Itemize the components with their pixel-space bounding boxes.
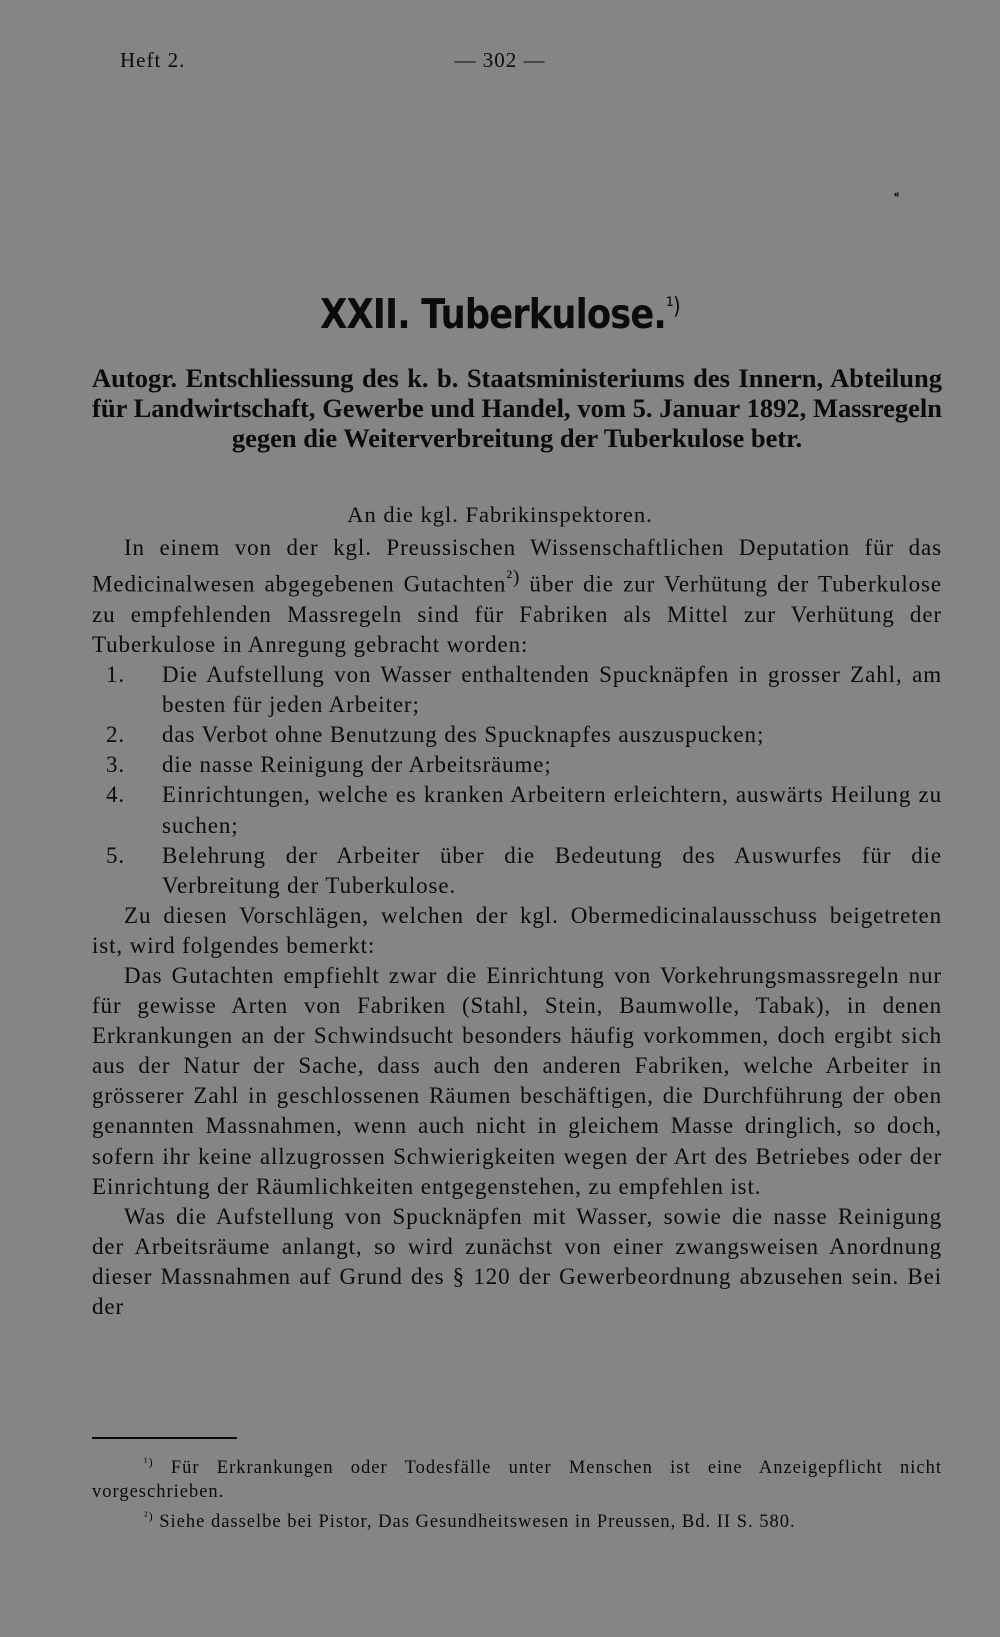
list-item [106,720,942,750]
footnote [92,1504,942,1534]
chapter-footnote-mark: ¹) [665,293,680,320]
list-item-text: Einrichtungen, welche es kranken Arbeitern erleichtern, auswärts Heilung zu suchen; [162,782,942,838]
body-paragraph: Das Gutachten empfiehlt zwar die Einrichtung von Vorkehrungsmassregeln nur für gewisse Arten von Fabriken (Stahl, Stein, Baumwolle, Tabak), in denen Erkrankungen an der Schwindsucht besonders häufig vorkommen, doch ergibt sich aus der Natur der Sache, dass auch den anderen Fabriken, welche Arbeiter in grösserer Zahl in geschlossenen Räumen beschäftigen, die Durchführung der oben genannten Massnahmen, wenn auch nicht in gleichem Masse dringlich, so doch, sofern ihr keine allzugrossen Schwierigkeiten wegen der Art des Betriebes oder der Einrichtung der Räumlichkeiten entgegenstehen, zu empfehlen ist. [92,962,942,1199]
list-item-text: die nasse Reinigung der Arbeitsräume; [162,752,552,778]
intro-text-after: über die zur Verhütung der Tuberkulose zu empfehlenden Massregeln sind für Fabriken als Mittel zur Verhütung der Tuberkulose in Anregung gebracht worden: [92,571,942,657]
list-item-text: das Verbot ohne Benutzung des Spucknapfes auszuspucken; [162,722,765,748]
body-paragraph: Zu diesen Vorschlägen, welchen der kgl. Obermedicinalausschuss beigetreten ist, wird folgendes bemerkt: [92,902,942,958]
intro-paragraph [92,533,942,660]
chapter-title [70,290,930,338]
list-item-number: 5. [106,842,126,868]
list-item-number: 1. [106,662,126,688]
issue-label: Heft 2. [120,48,186,72]
chapter-title-text: XXII. Tuberkulose. [320,290,666,338]
page-number: — 302 — [454,48,546,72]
list-item-number: 4. [106,782,126,808]
decree-heading: Autogr. Entschliessung des k. b. Staatsministeriums des Innern, Abteilung für Landwirtschaft, Gewerbe und Handel, vom 5. Januar 1892, Massregeln gegen die Weiterverbreitung der Tuberkulose betr. [92,363,942,453]
list-item-number: 2. [106,722,126,748]
list-item-text: Belehrung der Arbeiter über die Bedeutung des Auswurfes für die Verbreitung der Tuberkulose. [162,842,942,898]
footnote-text: Für Erkrankungen oder Todesfälle unter Menschen ist eine Anzeigepflicht nicht vorgeschrieben. [92,1458,943,1503]
list-item [106,841,942,901]
footnote [92,1450,942,1504]
footnote-rule [92,1437,237,1439]
intro-text-before: In einem von der kgl. Preussischen Wissenschaftlichen Deputation für das Medicinalwesen abgegebenen Gutachten [92,535,942,597]
addressee: An die kgl. Fabrikinspektoren. [347,502,653,527]
body-text [92,533,942,1322]
footnotes [92,1450,942,1534]
body-paragraph: Was die Aufstellung von Spucknäpfen mit Wasser, sowie die nasse Reinigung der Arbeitsräume anlangt, so wird zunächst von einer zwangsweisen Anordnung dieser Massnahmen auf Grund des § 120 der Gewerbeordnung abzusehen sein. Bei der [92,1203,942,1319]
footnote-mark: ²) [144,1509,154,1524]
measures-list [92,660,942,901]
list-item [106,750,942,780]
list-item [106,660,942,720]
list-item [106,780,942,840]
print-speck: ⁌ [893,189,900,204]
footnote-text: Siehe dasselbe bei Pistor, Das Gesundheitswesen in Preussen, Bd. II S. 580. [159,1512,796,1533]
running-head [120,48,880,78]
list-item-text: Die Aufstellung von Wasser enthaltenden Spucknäpfen in grosser Zahl, am besten für jeden Arbeiter; [162,662,942,718]
intro-footnote-mark: ²) [506,567,521,589]
footnote-mark: ¹) [144,1455,154,1469]
list-item-number: 3. [106,752,126,778]
